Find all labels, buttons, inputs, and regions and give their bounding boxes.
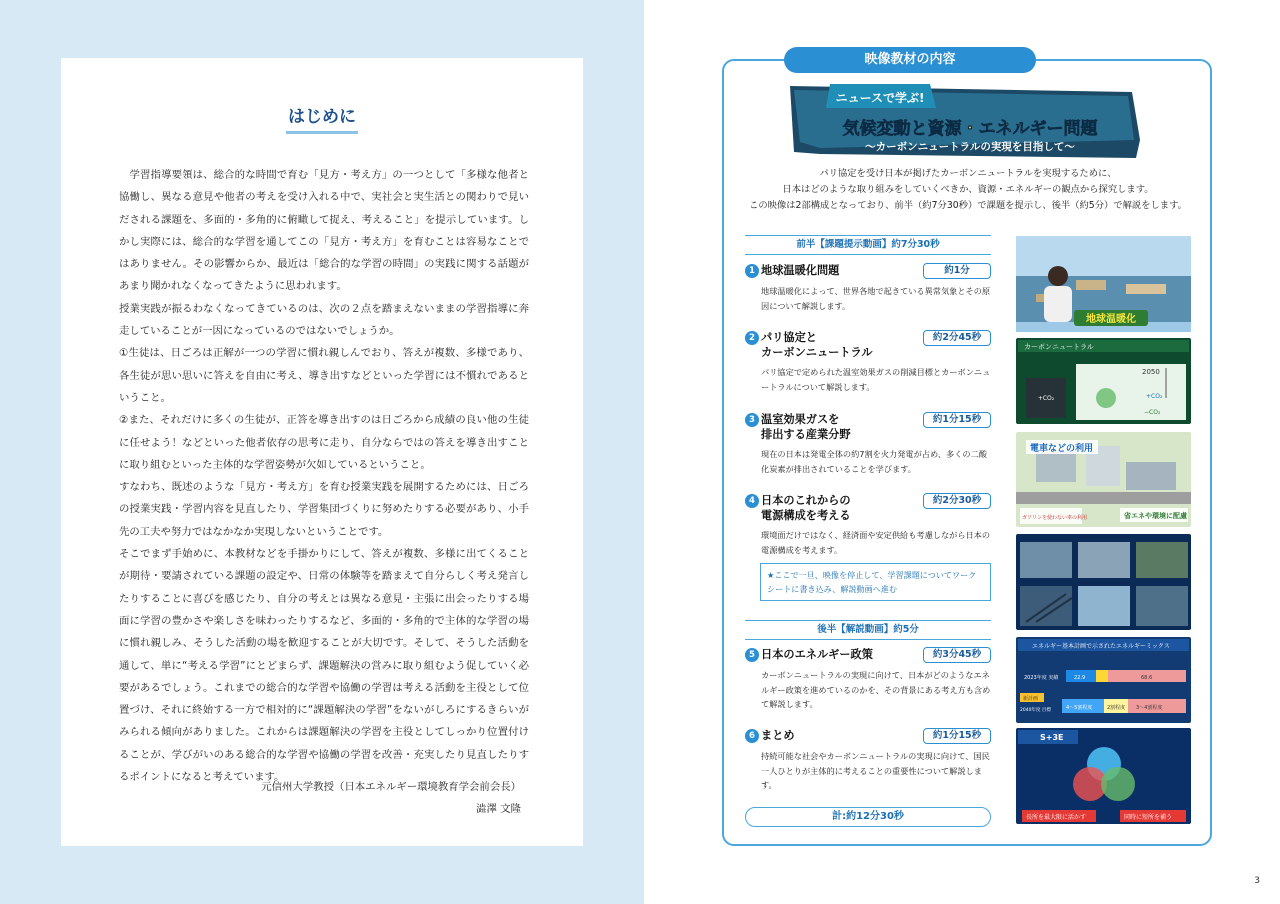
intro-card (61, 58, 583, 846)
item-desc: カーボンニュートラルの実現に向けて、日本がどのようなエネルギー政策を進めているのかを、その背景にある考え方も含めて解説します。 (761, 670, 991, 709)
intro-body (119, 164, 529, 788)
signature-name: 澁澤 文隆 (476, 803, 521, 815)
item-number: 1 (745, 264, 759, 278)
frame-title: 映像教材の内容 (784, 47, 1036, 73)
thumb2-co2c: −CO₂ (1144, 409, 1161, 416)
thumb5-v1: 22.9 (1074, 675, 1086, 681)
item-duration: 約2分45秒 (923, 330, 991, 346)
item-6 (745, 728, 991, 792)
thumbnail-global-warming (1016, 236, 1191, 332)
thumbnail-summary (1016, 728, 1191, 824)
thumb3-a: ガソリンを使わない車の利用 (1022, 515, 1088, 521)
title-banner (790, 82, 1140, 158)
banner-subtitle: ～カーボンニュートラルの実現を目指して～ (865, 141, 1075, 153)
item-4 (745, 493, 991, 559)
item-desc: パリ協定で定められた温室効果ガスの削減目標とカーボンニュートラルについて解説します。 (761, 367, 991, 392)
thumbnail-energy-policy (1016, 637, 1191, 723)
thumb5-title: エネルギー基本計画で示されたエネルギーミックス (1032, 643, 1170, 650)
thumb2-top: カーボンニュートラル (1024, 343, 1094, 351)
pause-note: ★ここで一旦、映像を停止して、学習課題についてワークシートに書き込み、解説動画へ進む (760, 563, 991, 601)
intro-paragraph: ②また、それだけに多くの生徒が、正答を導き出すのは日ごろから成績の良い他の生徒に任せよう！などといった他者依存の思考に走り、自分ならではの答えを導き出すことに取り組むといった主体的な学習姿勢が欠如しているということ。 (119, 414, 529, 471)
thumb5-new: 新計画 (1023, 696, 1039, 702)
signature-affiliation: 元信州大学教授（日本エネルギー環境教育学会前会長） (261, 781, 521, 793)
banner-main-title: 気候変動と資源・エネルギー問題 (842, 119, 1098, 139)
part1-header: 前半【課題提示動画】約7分30秒 (745, 235, 991, 255)
thumb2-co2a: +CO₂ (1037, 395, 1055, 402)
item-title: パリ協定と カーボンニュートラル (761, 331, 873, 359)
item-title: 日本のこれからの 電源構成を考える (761, 494, 851, 522)
lead-line: パリ協定を受け日本が掲げたカーボンニュートラルを実現するために、 (819, 168, 1117, 179)
thumb6-b1: 長所を最大限に活かす (1026, 814, 1087, 821)
item-3 (745, 412, 991, 478)
item-number: 6 (745, 729, 759, 743)
item-2 (745, 330, 991, 396)
item-duration: 約1分 (923, 263, 991, 279)
thumb5-row1: 2023年度 実績 (1024, 675, 1059, 681)
item-duration: 約1分15秒 (923, 728, 991, 744)
item-title: 日本のエネルギー政策 (761, 648, 873, 661)
thumbnail-carbon-neutral (1016, 338, 1191, 424)
lead-text (738, 166, 1198, 214)
thumb5-v3: 4〜5割程度 (1066, 705, 1093, 711)
thumbnail-power-sources (1016, 534, 1191, 630)
thumb5-row2: 2040年度 目標 (1020, 708, 1051, 713)
thumb1-caption: 地球温暖化 (1086, 314, 1136, 325)
thumbnail-industry (1016, 432, 1191, 527)
banner-tagline: ニュースで学ぶ! (835, 91, 925, 105)
thumb2-year: 2050 (1142, 368, 1160, 376)
item-duration: 約3分45秒 (923, 647, 991, 663)
thumb5-v4: 2割程度 (1107, 705, 1126, 711)
thumb5-v2: 68.6 (1141, 675, 1153, 681)
intro-paragraph: ①生徒は、日ごろは正解が一つの学習に慣れ親しんでおり、答えが複数、多様であり、各生徒が思い思いに答えを自由に考え、導き出すなどといった学習には不慣れであるということ。 (119, 347, 529, 404)
item-1 (745, 263, 991, 313)
thumb6-b2: 同時に短所を補う (1124, 814, 1173, 821)
intro-paragraph: すなわち、既述のような「見方・考え方」を育む授業実践を展開するためには、日ごろの授業実践・学習内容を見直したり、学習集団づくりに努めたりする必要があり、小手先の工夫や努力ではなかなか実現しないということです。 (119, 481, 529, 538)
thumb6-label: S+3E (1040, 733, 1064, 742)
item-duration: 約2分30秒 (923, 493, 991, 509)
intro-paragraph: そこでまず手始めに、本教材などを手掛かりにして、答えが複数、多様に出てくることが期待・要請されている課題の設定や、日常の体験等を踏まえて自分らしく考え発言したりすることに喜びを感じたり、自分の考えとは異なる意見・主張に出会ったりする場面に学習の豊かさや楽しさを味わったりするなど、多面的・多角的で主体的な学習の場に慣れ親しみ、そうした活動の場を歓迎することが大切です。そして、そうした活動を通して、単に“考える学習”にとどまらず、課題解決の営みに取り組むよう促していく必要があるでしょう。これまでの総合的な学習や協働の学習は考える活動を主役として位置づけ、それに終始する一方で相対的に“課題解決の学習”をないがしろにするきらいがみられる傾向がありました。これからは課題解決の学習を主役としてしっかり位置付けることが、学びがいのある総合的な学習や協働の学習を改善・充実したり見直したりするポイントになると考えています。 (119, 548, 529, 784)
intro-paragraph: 授業実践が振るわなくなってきているのは、次の２点を踏まえないままの学習指導に奔走していることが一因になっているのではないでしょうか。 (119, 302, 529, 338)
item-desc: 環境面だけではなく、経済面や安定供給も考慮しながら日本の電源構成を考えます。 (761, 530, 991, 555)
item-5 (745, 647, 991, 711)
item-title: 温室効果ガスを 排出する産業分野 (761, 413, 851, 441)
thumb5-v5: 3〜4割程度 (1136, 705, 1163, 711)
thumb3-b: 省エネや環境に配慮 (1124, 512, 1187, 520)
item-number: 4 (745, 494, 759, 508)
item-duration: 約1分15秒 (923, 412, 991, 428)
total-duration: 計:約12分30秒 (745, 807, 991, 827)
lead-line: この映像は2部構成となっており、前半（約7分30秒）で課題を提示し、後半（約5分）で解説をします。 (749, 200, 1187, 211)
lead-line: 日本はどのような取り組みをしていくべきか、資源・エネルギーの観点から探究します。 (782, 184, 1154, 195)
item-desc: 持続可能な社会やカーボンニュートラルの実現に向けて、国民一人ひとりが主体的に考えることの重要性について解説します。 (761, 751, 990, 790)
part2-header: 後半【解説動画】約5分 (745, 620, 991, 640)
page-number: 3 (1254, 876, 1260, 886)
item-title: 地球温暖化問題 (761, 264, 840, 277)
thumb3-title: 電車などの利用 (1030, 444, 1094, 454)
thumb2-co2b: +CO₂ (1146, 393, 1163, 400)
item-number: 3 (745, 413, 759, 427)
item-title: まとめ (761, 729, 795, 742)
item-desc: 現在の日本は発電全体の約7割を火力発電が占め、多くの二酸化炭素が排出されていることを学びます。 (761, 449, 987, 474)
item-number: 5 (745, 648, 759, 662)
item-number: 2 (745, 331, 759, 345)
item-desc: 地球温暖化によって、世界各地で起きている異常気象とその原因について解説します。 (761, 286, 991, 311)
intro-title: はじめに (61, 102, 583, 134)
intro-paragraph: 学習指導要領は、総合的な時間で育む「見方・考え方」の一つとして「多様な他者と協働し、異なる意見や他者の考えを受け入れる中で、実社会と実生活との関わりで見いだされる課題を、多面的・多角的に俯瞰して捉え、考えること」を提示しています。しかし実際には、総合的な学習を通してこの「見方・考え方」を育むことは容易なことではありません。その影響からか、最近は「総合的な学習の時間」の実践に関する話題があまり聞かれなくなってきたように思われます。 (119, 169, 529, 293)
